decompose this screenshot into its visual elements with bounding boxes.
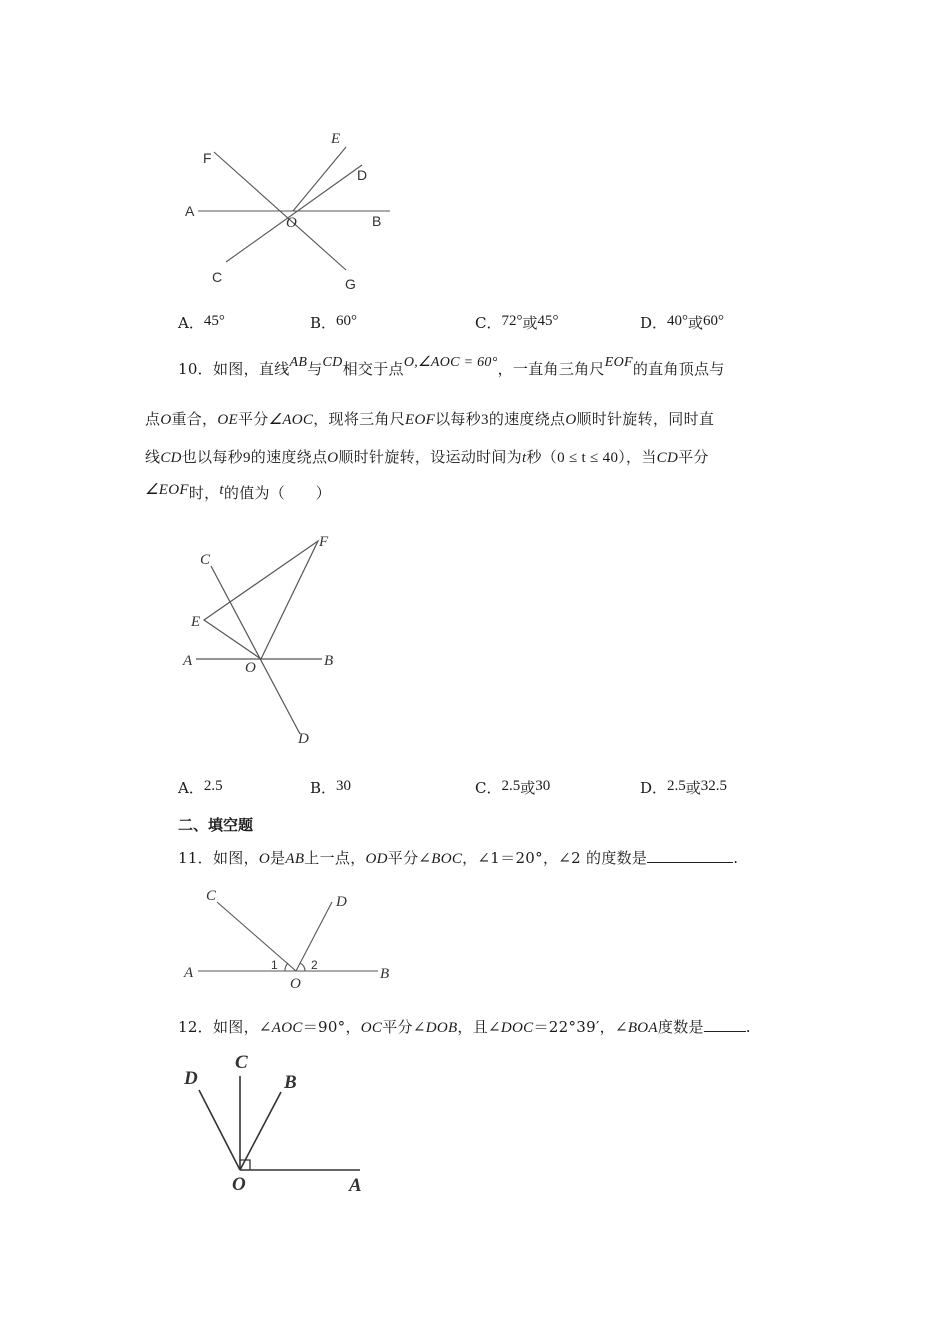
q10-figure (178, 528, 348, 750)
q12-question: 12．如图，∠AOC＝90°，OC平分∠DOB，且∠DOC＝22°39′，∠BOA度数是 . (178, 1018, 751, 1036)
q9-option-c[interactable]: C．72°或45° (475, 313, 559, 332)
q10-option-a[interactable]: A．2.5 (178, 778, 223, 797)
label-a: A (183, 653, 193, 669)
ray-oc (217, 902, 296, 971)
angle-2-arc (300, 963, 305, 971)
label-a: A (349, 1175, 362, 1196)
label-a: A (185, 203, 195, 219)
q10-option-c[interactable]: C．2.5或30 (475, 778, 551, 797)
q10-option-b[interactable]: B．30 (310, 778, 352, 797)
q9-option-d[interactable]: D．40°或60° (640, 313, 725, 332)
ray-cd (226, 165, 362, 262)
label-o: O (286, 215, 297, 231)
label-d: D (298, 731, 309, 747)
label-d: D (357, 167, 368, 183)
q10-line-4: ∠EOF时，t的值为（ ） (145, 482, 331, 502)
q9-option-c-value: 72° (501, 313, 523, 329)
q10-option-a-value: 2.5 (203, 778, 223, 794)
q9-option-b[interactable]: B．60° (310, 313, 358, 332)
label-o: O (245, 660, 256, 676)
ray-od (199, 1090, 240, 1170)
q9-option-d-value: 40° (667, 313, 689, 329)
q9-option-a-value: 45° (203, 313, 225, 329)
label-c: C (200, 552, 211, 568)
triangle-eof (204, 541, 318, 659)
q10-line-1: 10．如图，直线AB与CD相交于点O,∠AOC = 60°，一直角三角尺EOF的直角顶点与 (178, 355, 725, 378)
label-b: B (380, 966, 390, 982)
label-c: C (206, 888, 217, 904)
label-g: G (345, 276, 356, 292)
q12-figure (178, 1048, 378, 1198)
q10-option-d-value2: 32.5 (700, 778, 728, 794)
q11-figure (178, 880, 393, 990)
label-f: F (203, 150, 212, 166)
answer-blank[interactable] (647, 862, 733, 863)
q9-figure (175, 120, 405, 300)
label-b: B (284, 1072, 297, 1093)
q10-line-3: 线CD也以每秒9的速度绕点O顺时针旋转，设运动时间为t秒（0 ≤ t ≤ 40），当CD平分 (145, 448, 709, 466)
label-b: B (324, 653, 334, 669)
q10-option-b-value: 30 (336, 778, 352, 794)
q9-option-b-value: 60° (336, 313, 358, 329)
q9-option-c-value2: 45° (537, 313, 559, 329)
label-o: O (290, 976, 301, 990)
label-e: E (331, 131, 341, 147)
q9-option-d-value2: 60° (703, 313, 725, 329)
angle-1-arc (285, 963, 288, 971)
q9-option-a[interactable]: A．45° (178, 313, 225, 332)
ray-ob (240, 1092, 281, 1170)
q10-option-c-value2: 30 (535, 778, 551, 794)
answer-blank[interactable] (704, 1031, 746, 1032)
label-a: A (184, 965, 194, 981)
line-cd (211, 566, 300, 734)
q10-line-2: 点O重合，OE平分∠AOC，现将三角尺EOF以每秒3的速度绕点O顺时针旋转，同时直 (145, 410, 715, 428)
label-e: E (191, 614, 201, 630)
section-title: 二、填空题 (178, 816, 254, 834)
q10-option-d[interactable]: D．2.5或32.5 (640, 778, 728, 797)
ray-oe (293, 147, 346, 211)
label-f: F (319, 534, 329, 550)
label-c: C (212, 269, 223, 285)
q11-question: 11．如图，O是AB上一点，OD平分∠BOC，∠1＝20°，∠2 的度数是 . (178, 849, 739, 867)
label-2: 2 (311, 958, 318, 972)
label-1: 1 (271, 958, 278, 972)
q10-option-c-value: 2.5 (501, 778, 521, 794)
label-d: D (336, 894, 347, 910)
label-o: O (232, 1174, 246, 1195)
label-c: C (235, 1052, 248, 1073)
label-b: B (372, 213, 382, 229)
q10-option-d-value: 2.5 (667, 778, 686, 794)
label-d: D (184, 1068, 198, 1089)
